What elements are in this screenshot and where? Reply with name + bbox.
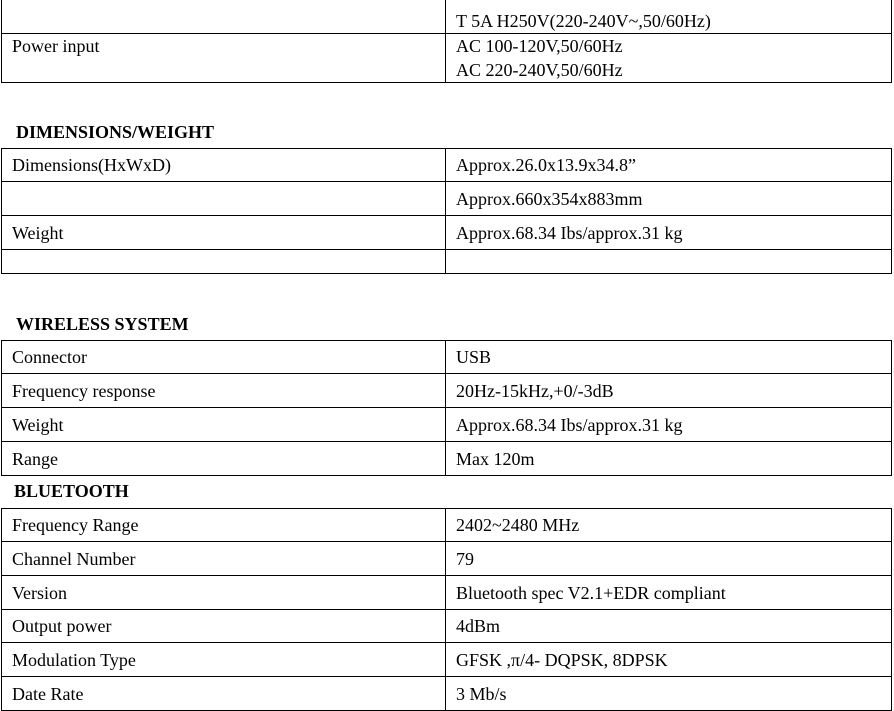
spec-value-line: AC 220-240V,50/60Hz [456,60,623,80]
spec-value: Approx.26.0x13.9x34.8” [446,149,892,182]
spec-value: Approx.68.34 Ibs/approx.31 kg [446,216,892,250]
table-row [2,250,892,274]
wireless-table [1,340,892,476]
section-heading-wireless: WIRELESS SYSTEM [16,314,189,334]
table-row [2,408,892,442]
bluetooth-table [1,508,892,711]
spec-label: Date Rate [2,677,446,711]
spec-label: Channel Number [2,542,446,576]
spec-value: 4dBm [446,610,892,643]
table-row [2,677,892,711]
table-row [2,643,892,677]
spec-value: Bluetooth spec V2.1+EDR compliant [446,576,892,610]
spec-label: Range [2,442,446,476]
spec-value: Approx.68.34 Ibs/approx.31 kg [446,408,892,442]
table-row [2,149,892,182]
spec-label: Frequency response [2,374,446,408]
spec-label [2,0,446,34]
table-row [2,216,892,250]
table-row [2,442,892,476]
power-table [1,0,892,83]
section-heading-dimensions: DIMENSIONS/WEIGHT [16,122,215,142]
table-row [2,509,892,542]
spec-value: Max 120m [446,442,892,476]
table-row [2,576,892,610]
spec-value: 20Hz-15kHz,+0/-3dB [446,374,892,408]
spec-value [446,250,892,274]
spec-value: GFSK ,π/4- DQPSK, 8DPSK [446,643,892,677]
spec-value: 2402~2480 MHz [446,509,892,542]
table-row [2,341,892,374]
spec-value: USB [446,341,892,374]
table-row [2,374,892,408]
spec-value [446,34,892,83]
spec-value-line: AC 100-120V,50/60Hz [456,36,623,56]
spec-label: Connector [2,341,446,374]
dimensions-table [1,148,892,274]
spec-label [2,182,446,216]
spec-label [2,250,446,274]
spec-label: Modulation Type [2,643,446,677]
section-heading-bluetooth: BLUETOOTH [14,481,129,501]
table-row [2,542,892,576]
spec-label: Power input [2,34,446,83]
spec-label: Weight [2,408,446,442]
table-row [2,34,892,83]
table-row [2,182,892,216]
table-row [2,610,892,643]
spec-value: 3 Mb/s [446,677,892,711]
table-row [2,0,892,34]
spec-label: Weight [2,216,446,250]
spec-label: Frequency Range [2,509,446,542]
spec-label: Output power [2,610,446,643]
spec-value: 79 [446,542,892,576]
spec-value: Approx.660x354x883mm [446,182,892,216]
spec-label: Dimensions(HxWxD) [2,149,446,182]
spec-label: Version [2,576,446,610]
spec-value: T 5A H250V(220-240V~,50/60Hz) [446,0,892,34]
